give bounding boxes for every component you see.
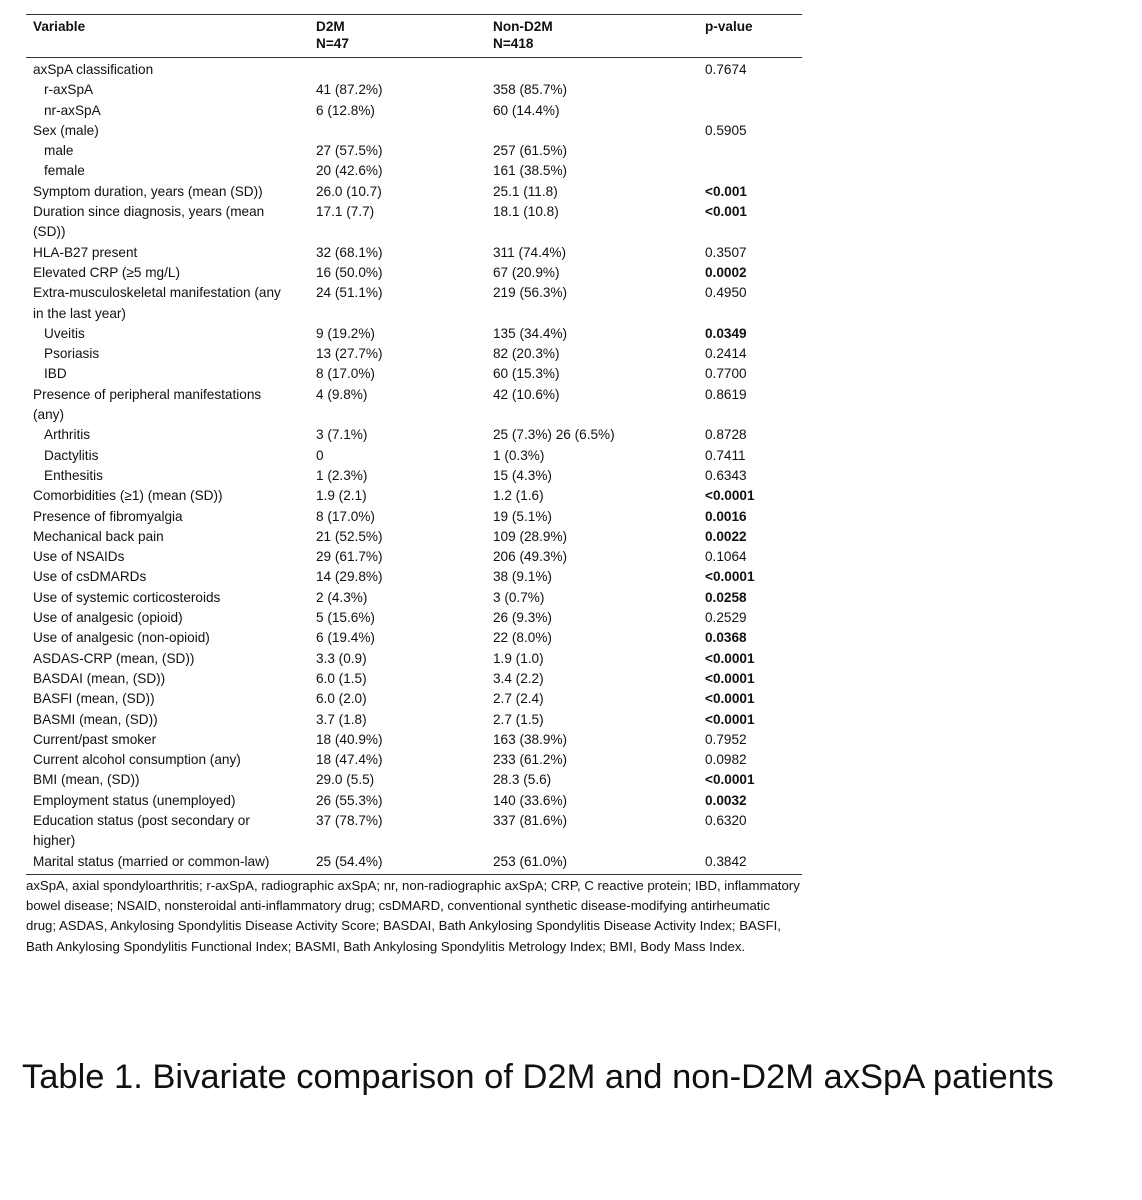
row-pvalue: 0.2414 [705, 346, 747, 362]
row-label: Use of analgesic (non-opioid) [33, 630, 210, 646]
table-row [26, 344, 802, 364]
header-d2m-n: N=47 [316, 36, 349, 51]
row-d2m-value: 3 (7.1%) [316, 427, 368, 443]
row-label: Presence of peripheral manifestations (any) [33, 386, 262, 423]
row-pvalue: <0.0001 [705, 772, 755, 788]
row-d2m-value: 8 (17.0%) [316, 508, 375, 524]
row-d2m-value: 26.0 (10.7) [316, 183, 382, 199]
row-nond2m-value: 15 (4.3%) [493, 467, 552, 483]
results-table [26, 14, 802, 957]
table-row [26, 182, 802, 202]
row-d2m-value: 32 (68.1%) [316, 244, 383, 260]
row-label: female [44, 163, 85, 179]
row-d2m-value: 14 (29.8%) [316, 569, 383, 585]
row-nond2m-value: 1 (0.3%) [493, 447, 545, 463]
row-d2m-value: 2 (4.3%) [316, 589, 368, 605]
row-d2m-value: 29.0 (5.5) [316, 772, 375, 788]
row-nond2m-value: 2.7 (2.4) [493, 691, 544, 707]
row-pvalue: 0.0349 [705, 325, 747, 341]
row-pvalue: 0.0258 [705, 589, 747, 605]
row-d2m-value: 20 (42.6%) [316, 163, 383, 179]
row-label: Use of systemic corticosteroids [33, 589, 221, 605]
row-nond2m-value: 358 (85.7%) [493, 82, 568, 98]
row-label: Current alcohol consumption (any) [33, 752, 241, 768]
row-label: nr-axSpA [44, 102, 101, 118]
row-label: ASDAS-CRP (mean, (SD)) [33, 650, 195, 666]
table-row [26, 811, 802, 852]
table-footnote: axSpA, axial spondyloarthritis; r-axSpA, radiographic axSpA; nr, non-radiographic axSpA; CRP, C reactive protein; IBD, inflammatory bowel disease; NSAID, nonsteroidal anti-inflammatory drug; csDMARD, conventional synthetic disease-modifying antirheumatic drug; ASDAS, Ankylosing Spondylitis Disease Activity Score; BASDAI, Bath Ankylosing Spondylitis Disease Activity Index; BASFI, Bath Ankylosing Spondylitis Functional Index; BASMI, Bath Ankylosing Spondylitis Metrology Index; BMI, Body Mass Index. [26, 874, 802, 957]
row-pvalue: <0.0001 [705, 670, 755, 686]
row-d2m-value: 29 (61.7%) [316, 549, 383, 565]
row-nond2m-value: 22 (8.0%) [493, 630, 552, 646]
table-body [26, 58, 802, 872]
row-d2m-value: 8 (17.0%) [316, 366, 375, 382]
row-label: Education status (post secondary or higher) [33, 812, 250, 849]
row-label: IBD [44, 366, 67, 382]
row-pvalue: 0.5905 [705, 122, 747, 138]
row-pvalue: 0.0032 [705, 792, 747, 808]
row-label: Symptom duration, years (mean (SD)) [33, 183, 263, 199]
table-row [26, 101, 802, 121]
row-label: Use of csDMARDs [33, 569, 147, 585]
row-label: Mechanical back pain [33, 528, 164, 544]
row-pvalue: 0.0982 [705, 752, 747, 768]
row-pvalue: 0.8619 [705, 386, 747, 402]
row-d2m-value: 0 [316, 447, 324, 463]
table-row [26, 507, 802, 527]
row-pvalue: <0.0001 [705, 650, 755, 666]
table-row [26, 263, 802, 283]
table-row [26, 770, 802, 790]
table-row [26, 425, 802, 445]
row-label: Current/past smoker [33, 731, 157, 747]
table-row [26, 527, 802, 547]
row-nond2m-value: 28.3 (5.6) [493, 772, 552, 788]
row-label: Enthesitis [44, 467, 103, 483]
row-nond2m-value: 1.9 (1.0) [493, 650, 544, 666]
row-pvalue: 0.1064 [705, 549, 747, 565]
table-row [26, 466, 802, 486]
row-pvalue: 0.6320 [705, 812, 747, 828]
row-label: Uveitis [44, 325, 85, 341]
row-nond2m-value: 25 (7.3%) 26 (6.5%) [493, 427, 615, 443]
header-nond2m-label: Non-D2M [493, 19, 553, 34]
row-d2m-value: 1 (2.3%) [316, 467, 368, 483]
row-nond2m-value: 82 (20.3%) [493, 346, 560, 362]
table-row [26, 202, 802, 243]
row-nond2m-value: 3.4 (2.2) [493, 670, 544, 686]
table-row [26, 567, 802, 587]
table-row [26, 608, 802, 628]
row-pvalue: <0.0001 [705, 711, 755, 727]
table-row [26, 324, 802, 344]
row-label: Sex (male) [33, 122, 99, 138]
header-nond2m [493, 18, 683, 52]
row-nond2m-value: 135 (34.4%) [493, 325, 568, 341]
table-row [26, 730, 802, 750]
row-d2m-value: 6.0 (2.0) [316, 691, 367, 707]
row-label: BMI (mean, (SD)) [33, 772, 140, 788]
row-nond2m-value: 67 (20.9%) [493, 264, 560, 280]
row-pvalue: 0.7411 [705, 447, 746, 463]
table-row [26, 689, 802, 709]
row-pvalue: <0.001 [705, 204, 747, 220]
row-nond2m-value: 25.1 (11.8) [493, 183, 558, 199]
row-label: BASFI (mean, (SD)) [33, 691, 155, 707]
row-d2m-value: 13 (27.7%) [316, 346, 383, 362]
row-d2m-value: 3.3 (0.9) [316, 650, 367, 666]
header-d2m [316, 18, 486, 52]
row-d2m-value: 5 (15.6%) [316, 610, 375, 626]
row-nond2m-value: 2.7 (1.5) [493, 711, 544, 727]
row-d2m-value: 18 (40.9%) [316, 731, 383, 747]
row-d2m-value: 26 (55.3%) [316, 792, 383, 808]
row-pvalue: 0.8728 [705, 427, 747, 443]
row-nond2m-value: 163 (38.9%) [493, 731, 568, 747]
row-label: male [44, 143, 74, 159]
row-label: HLA-B27 present [33, 244, 138, 260]
row-d2m-value: 18 (47.4%) [316, 752, 383, 768]
row-pvalue: 0.7674 [705, 62, 747, 77]
table-row [26, 243, 802, 263]
row-label: Elevated CRP (≥5 mg/L) [33, 264, 180, 280]
row-nond2m-value: 253 (61.0%) [493, 853, 568, 869]
row-nond2m-value: 18.1 (10.8) [493, 204, 559, 220]
header-nond2m-n: N=418 [493, 36, 534, 51]
table-row [26, 669, 802, 689]
table-row [26, 446, 802, 466]
table-row [26, 60, 802, 80]
table-row [26, 852, 802, 872]
row-label: BASMI (mean, (SD)) [33, 711, 158, 727]
row-nond2m-value: 161 (38.5%) [493, 163, 568, 179]
row-label: r-axSpA [44, 82, 94, 98]
table-row [26, 628, 802, 648]
row-nond2m-value: 42 (10.6%) [493, 386, 560, 402]
table-row [26, 283, 802, 324]
row-pvalue: 0.7700 [705, 366, 747, 382]
row-label: Marital status (married or common-law) [33, 853, 270, 869]
row-nond2m-value: 109 (28.9%) [493, 528, 568, 544]
row-pvalue: 0.0002 [705, 264, 747, 280]
table-row [26, 710, 802, 730]
row-nond2m-value: 337 (81.6%) [493, 812, 568, 828]
row-pvalue: 0.0016 [705, 508, 747, 524]
row-label: axSpA classification [33, 62, 154, 77]
row-nond2m-value: 206 (49.3%) [493, 549, 568, 565]
row-pvalue: 0.4950 [705, 285, 747, 301]
table-row [26, 547, 802, 567]
row-d2m-value: 6.0 (1.5) [316, 670, 367, 686]
row-nond2m-value: 257 (61.5%) [493, 143, 568, 159]
header-pvalue: p-value [705, 19, 753, 34]
row-label: BASDAI (mean, (SD)) [33, 670, 166, 686]
row-label: Comorbidities (≥1) (mean (SD)) [33, 488, 223, 504]
row-nond2m-value: 38 (9.1%) [493, 569, 552, 585]
row-label: Employment status (unemployed) [33, 792, 236, 808]
row-d2m-value: 9 (19.2%) [316, 325, 375, 341]
table-row [26, 385, 802, 426]
table-row [26, 486, 802, 506]
row-d2m-value: 27 (57.5%) [316, 143, 383, 159]
header-d2m-label: D2M [316, 19, 345, 34]
row-label: Arthritis [44, 427, 91, 443]
row-d2m-value: 25 (54.4%) [316, 853, 383, 869]
row-d2m-value: 17.1 (7.7) [316, 204, 375, 220]
row-d2m-value: 4 (9.8%) [316, 386, 368, 402]
row-pvalue: <0.001 [705, 183, 747, 199]
row-d2m-value: 37 (78.7%) [316, 812, 383, 828]
row-label: Use of NSAIDs [33, 549, 125, 565]
row-d2m-value: 24 (51.1%) [316, 285, 383, 301]
figure-caption: Table 1. Bivariate comparison of D2M and non-D2M axSpA patients [22, 1058, 1054, 1096]
row-d2m-value: 41 (87.2%) [316, 82, 383, 98]
row-label: Dactylitis [44, 447, 99, 463]
row-d2m-value: 1.9 (2.1) [316, 488, 367, 504]
row-nond2m-value: 311 (74.4%) [493, 244, 567, 260]
row-label: Use of analgesic (opioid) [33, 610, 183, 626]
table-row [26, 121, 802, 141]
row-nond2m-value: 219 (56.3%) [493, 285, 568, 301]
row-nond2m-value: 1.2 (1.6) [493, 488, 544, 504]
row-nond2m-value: 140 (33.6%) [493, 792, 568, 808]
row-d2m-value: 6 (19.4%) [316, 630, 375, 646]
row-d2m-value: 16 (50.0%) [316, 264, 383, 280]
table-row [26, 364, 802, 384]
table-header [26, 14, 802, 58]
row-nond2m-value: 60 (15.3%) [493, 366, 560, 382]
table-row [26, 161, 802, 181]
row-pvalue: 0.0368 [705, 630, 747, 646]
row-pvalue: 0.0022 [705, 528, 747, 544]
row-nond2m-value: 60 (14.4%) [493, 102, 560, 118]
row-pvalue: 0.7952 [705, 731, 747, 747]
table-row [26, 649, 802, 669]
row-d2m-value: 3.7 (1.8) [316, 711, 367, 727]
row-label: Presence of fibromyalgia [33, 508, 183, 524]
row-pvalue: <0.0001 [705, 691, 755, 707]
row-pvalue: 0.3507 [705, 244, 747, 260]
row-d2m-value: 21 (52.5%) [316, 528, 383, 544]
table-row [26, 141, 802, 161]
row-label: Psoriasis [44, 346, 100, 362]
table-row [26, 80, 802, 100]
table-row [26, 791, 802, 811]
row-d2m-value: 6 (12.8%) [316, 102, 375, 118]
row-pvalue: 0.2529 [705, 610, 747, 626]
row-nond2m-value: 26 (9.3%) [493, 610, 552, 626]
row-nond2m-value: 3 (0.7%) [493, 589, 545, 605]
row-pvalue: <0.0001 [705, 569, 755, 585]
table-row [26, 750, 802, 770]
row-label: Extra-musculoskeletal manifestation (any in the last year) [33, 285, 281, 321]
row-label: Duration since diagnosis, years (mean (SD)) [33, 204, 265, 240]
row-pvalue: <0.0001 [705, 488, 755, 504]
table-row [26, 588, 802, 608]
header-variable: Variable [33, 19, 86, 34]
row-nond2m-value: 233 (61.2%) [493, 752, 568, 768]
row-nond2m-value: 19 (5.1%) [493, 508, 552, 524]
row-pvalue: 0.3842 [705, 853, 747, 869]
row-pvalue: 0.6343 [705, 467, 747, 483]
